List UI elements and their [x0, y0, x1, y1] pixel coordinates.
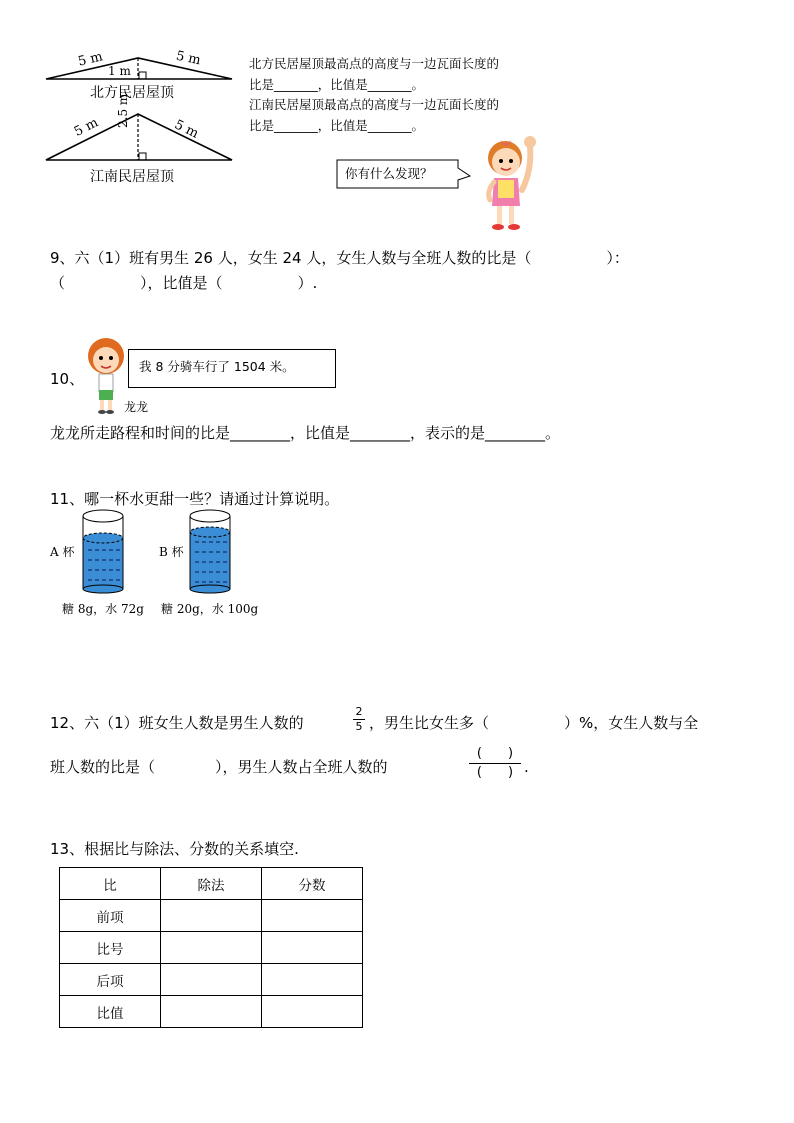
- q12-answer-fraction: [469, 746, 521, 781]
- north-roof-height: 1 m: [108, 64, 131, 78]
- table-header-cell: 除法: [161, 868, 262, 900]
- table-row-label: 比号: [60, 932, 161, 964]
- q12-fraction-numerator: 2: [355, 705, 363, 718]
- roof-question-line-4: 比是_______，比值是_______。: [249, 118, 425, 133]
- answer-cell[interactable]: [161, 900, 262, 932]
- q12-line-1-part-2: ，男生比女生多（ ）%，女生人数与全: [369, 714, 699, 732]
- q12-answer-denominator: ( ): [476, 765, 514, 780]
- q12-fraction-denominator: 5: [355, 720, 363, 733]
- roof-question-line-2: 比是_______，比值是_______。: [249, 77, 425, 92]
- table-row: [60, 996, 363, 1028]
- north-roof-slope-right: 5 m: [174, 48, 203, 69]
- roof-question-line-3: 江南民居屋顶最高点的高度与一边瓦面长度的: [249, 97, 500, 112]
- q12-answer-numerator: ( ): [476, 746, 514, 761]
- table-row-label: 比值: [60, 996, 161, 1028]
- answer-cell[interactable]: [161, 996, 262, 1028]
- south-roof-slope-left: 5 m: [71, 115, 101, 140]
- answer-cell[interactable]: [161, 964, 262, 996]
- q12-line-2-part-1: 班人数的比是（ ），男生人数占全班人数的: [50, 758, 388, 776]
- q10-number: 10、: [50, 370, 85, 388]
- cup-a-icon: [82, 508, 126, 592]
- q13-table: [59, 867, 363, 1028]
- q10-bubble-text: 我 8 分骑车行了 1504 米。: [139, 359, 295, 374]
- discovery-bubble-text: 你有什么发现？: [345, 166, 433, 181]
- answer-cell[interactable]: [262, 996, 363, 1028]
- cup-b-label: B 杯: [159, 545, 184, 559]
- q10-line: 龙龙所走路程和时间的比是________，比值是________，表示的是________。: [50, 424, 561, 442]
- q9-line-1: 9、六（1）班有男生 26 人，女生 24 人，女生人数与全班人数的比是（ ）：: [50, 249, 629, 267]
- q11-title: 11、哪一杯水更甜一些？请通过计算说明。: [50, 490, 340, 508]
- table-row-label: 后项: [60, 964, 161, 996]
- q12-line-2-end: .: [524, 758, 529, 776]
- roof-question-line-1: 北方民居屋顶最高点的高度与一边瓦面长度的: [249, 56, 500, 71]
- south-roof-slope-right: 5 m: [171, 117, 201, 142]
- table-row-label: 前项: [60, 900, 161, 932]
- cup-b-icon: [189, 508, 233, 592]
- q9-line-2: （ ），比值是（ ）.: [50, 274, 318, 292]
- south-roof-height: 2.5 m: [116, 93, 130, 128]
- table-row: [60, 900, 363, 932]
- q10-name-label: 龙龙: [124, 400, 149, 414]
- south-roof-caption: 江南民居屋顶: [90, 169, 174, 185]
- table-header-row: [60, 868, 363, 900]
- q12-line-1-part-1: 12、六（1）班女生人数是男生人数的: [50, 714, 304, 732]
- north-roof-slope-left: 5 m: [76, 49, 105, 70]
- north-roof-caption: 北方民居屋顶: [90, 85, 174, 101]
- cup-a-caption: 糖 8g，水 72g: [62, 602, 144, 616]
- discovery-bubble-shape: [0, 0, 794, 220]
- girl-cartoon-icon: [480, 130, 550, 235]
- table-header-cell: 比: [60, 868, 161, 900]
- cup-b-caption: 糖 20g，水 100g: [161, 602, 259, 616]
- table-row: [60, 964, 363, 996]
- q13-title: 13、根据比与除法、分数的关系填空.: [50, 840, 299, 858]
- answer-cell[interactable]: [262, 964, 363, 996]
- q12-fraction: [353, 706, 365, 733]
- table-row: [60, 932, 363, 964]
- answer-cell[interactable]: [161, 932, 262, 964]
- table-header-cell: 分数: [262, 868, 363, 900]
- cup-a-label: A 杯: [50, 545, 75, 559]
- answer-cell[interactable]: [262, 932, 363, 964]
- answer-cell[interactable]: [262, 900, 363, 932]
